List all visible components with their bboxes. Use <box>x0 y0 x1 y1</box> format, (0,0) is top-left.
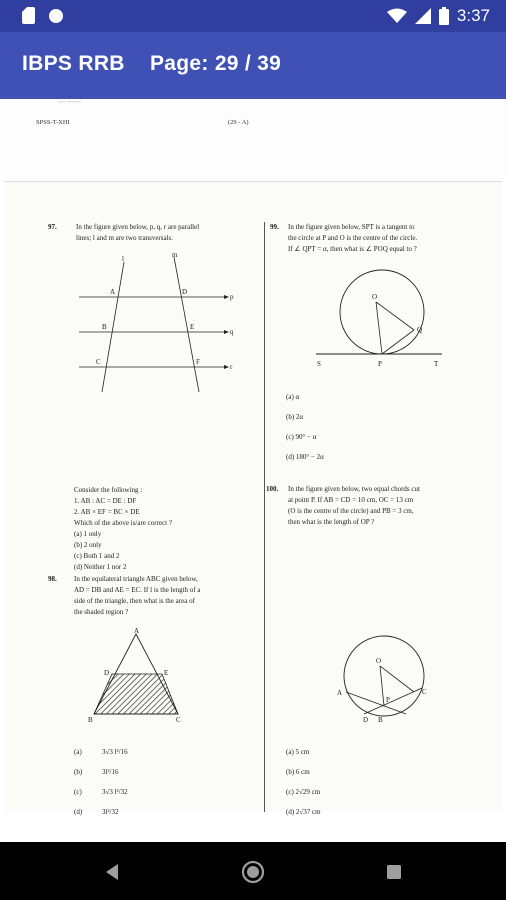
option-b: (b) 6 cm <box>286 768 310 776</box>
option-c: (c) 90° − α <box>286 433 317 441</box>
status-time: 3:37 <box>456 6 490 25</box>
question-98 <box>48 574 262 616</box>
svg-text:q: q <box>230 328 234 336</box>
option-a: (a) α <box>286 393 300 401</box>
svg-text:A: A <box>337 689 343 697</box>
svg-text:m: m <box>172 251 178 259</box>
chords-circle-figure <box>334 630 434 730</box>
home-button-icon[interactable] <box>241 860 265 884</box>
option-b-value: 3l²/16 <box>102 768 119 776</box>
question-number: 97. <box>48 223 57 231</box>
question-text-line: at point P. If AB = CD = 10 cm, OC = 13 cm <box>288 496 414 504</box>
question-text-line: In the figure given below, two equal chords cut <box>288 485 420 493</box>
wifi-icon <box>387 8 407 24</box>
question-number: 100. <box>266 485 279 493</box>
status-bar <box>0 0 506 32</box>
question-text-line: In the figure given below, p, q, r are parallel <box>76 223 200 231</box>
column-divider <box>264 222 265 812</box>
svg-text:D: D <box>104 669 110 677</box>
sd-card-icon <box>22 7 35 24</box>
svg-text:B: B <box>102 323 107 331</box>
option-a: (a) 5 cm <box>286 748 310 756</box>
option-c-value: 3√3 l²/32 <box>102 788 128 796</box>
svg-text:O: O <box>372 293 378 301</box>
svg-text:B: B <box>378 716 383 724</box>
svg-text:D: D <box>363 716 369 724</box>
svg-text:A: A <box>134 627 140 635</box>
question-text-line: the circle at P and O is the centre of the circle. <box>288 234 418 242</box>
svg-text:P: P <box>386 696 390 704</box>
statement-1: 1. AB : AC = DE : DF <box>74 497 137 505</box>
option-b: (b) 2 only <box>74 541 102 549</box>
question-text-line: AD = DB and AE = EC. If l is the length of a <box>74 586 201 594</box>
pdf-page <box>4 181 502 816</box>
question-text-line: then what is the length of OP ? <box>288 518 375 526</box>
question-97 <box>48 222 260 242</box>
question-text-line: side of the triangle, then what is the area of <box>74 597 195 605</box>
consider-text: Consider the following : <box>74 486 143 494</box>
option-d: (d) 180° − 2α <box>286 453 324 461</box>
option-c: (c) <box>74 788 82 796</box>
statement-2: 2. AB × EF = BC × DE <box>74 508 140 516</box>
question-text-line: If ∠ QPT = α, then what is ∠ POQ equal to ? <box>288 245 417 253</box>
svg-text:C: C <box>422 688 427 696</box>
option-d: (d) <box>74 808 83 816</box>
option-d-value: 3l²/32 <box>102 808 119 816</box>
q100-options <box>286 747 436 827</box>
option-d: (d) Neither 1 nor 2 <box>74 563 127 571</box>
question-text-line: lines; l and m are two transversals. <box>76 234 174 242</box>
question-text-line: In the figure given below, SPT is a tangent to <box>288 223 415 231</box>
question-text-line: the shaded region ? <box>74 608 129 616</box>
svg-text:r: r <box>230 363 233 371</box>
app-title: IBPS RRB <box>22 52 125 75</box>
question-number: 99. <box>270 223 279 231</box>
question-prompt: Which of the above is/are correct ? <box>74 519 172 527</box>
svg-text:D: D <box>182 288 188 296</box>
question-100 <box>266 484 496 526</box>
back-button-icon[interactable] <box>104 863 120 881</box>
svg-text:E: E <box>164 669 169 677</box>
pdf-viewer[interactable] <box>0 99 506 842</box>
svg-text:P: P <box>378 360 382 368</box>
tangent-circle-figure <box>314 266 454 376</box>
svg-text:F: F <box>196 358 200 366</box>
question-text-line: In the equilateral triangle ABC given below, <box>74 575 198 583</box>
parallel-lines-figure <box>74 252 244 392</box>
option-c: (c) 2√29 cm <box>286 788 321 796</box>
option-a-value: 3√3 l²/16 <box>102 748 128 756</box>
recents-button-icon[interactable] <box>386 864 402 880</box>
option-a: (a) 1 only <box>74 530 102 538</box>
option-d: (d) 2√37 cm <box>286 808 321 816</box>
signal-icon <box>415 8 431 24</box>
question-text-line: (O is the centre of the circle) and PB = 3 cm, <box>288 507 414 515</box>
svg-text:A: A <box>110 288 116 296</box>
svg-text:O: O <box>376 657 382 665</box>
option-a: (a) <box>74 748 82 756</box>
svg-text:B: B <box>88 716 93 724</box>
svg-text:S: S <box>317 360 321 368</box>
previous-page-bottom: ~~ ~~~~ SPSS-T-XHI (29 - A) <box>0 99 506 179</box>
equilateral-triangle-figure <box>84 627 194 729</box>
svg-text:C: C <box>96 358 101 366</box>
q98-options <box>74 747 254 827</box>
prev-footer-center: (29 - A) <box>228 119 249 126</box>
svg-text:l: l <box>122 255 124 263</box>
battery-icon <box>439 7 449 25</box>
svg-text:E: E <box>190 323 195 331</box>
svg-text:Q: Q <box>417 326 423 334</box>
question-number: 98. <box>48 575 57 583</box>
page-indicator: Page: 29 / 39 <box>150 52 282 75</box>
option-c: (c) Both 1 and 2 <box>74 552 120 560</box>
question-99 <box>270 222 490 253</box>
notification-dot-icon <box>49 9 63 23</box>
svg-text:p: p <box>230 293 234 301</box>
svg-text:C: C <box>176 716 181 724</box>
option-b: (b) 2α <box>286 413 304 421</box>
option-b: (b) <box>74 768 83 776</box>
q99-options <box>286 392 436 472</box>
q97-body <box>74 485 264 573</box>
svg-text:T: T <box>434 360 439 368</box>
navigation-bar <box>0 842 506 900</box>
app-bar <box>0 32 506 99</box>
prev-footer-left: SPSS-T-XHI <box>36 119 70 126</box>
